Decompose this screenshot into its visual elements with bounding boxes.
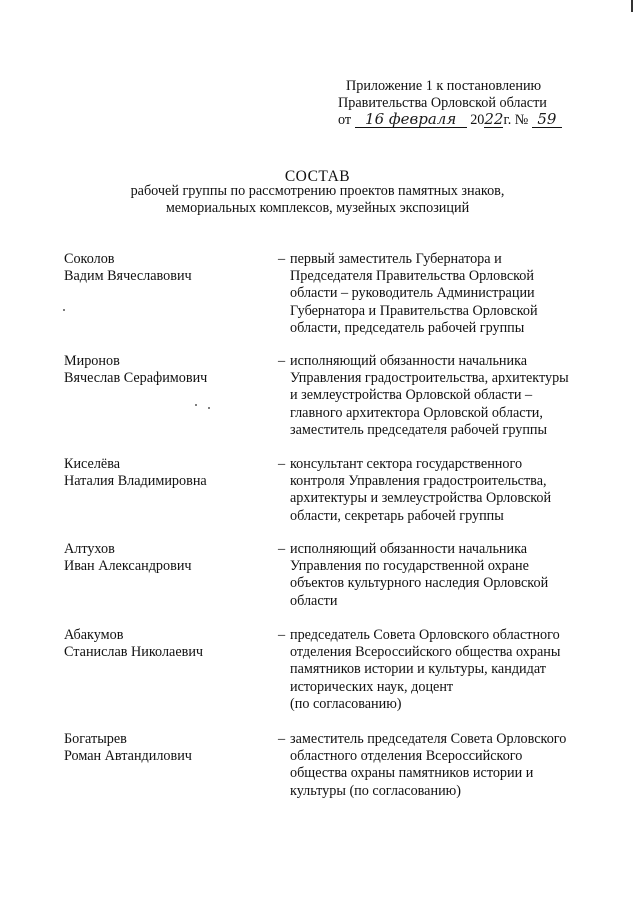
- member-dash: –: [278, 456, 286, 472]
- scan-speck: [208, 407, 210, 409]
- member-given-names: Вадим Вячеславович: [64, 268, 192, 285]
- subtitle-line-1: рабочей группы по рассмотрению проектов памятных знаков,: [130, 183, 505, 199]
- member-name: [64, 456, 264, 490]
- handwritten-number: 59: [532, 112, 562, 128]
- scan-mark: [631, 0, 633, 12]
- member-role: [290, 353, 590, 439]
- member-role: [290, 251, 590, 337]
- role-line: общества охраны памятников истории и: [290, 765, 534, 782]
- role-line: области: [290, 592, 338, 609]
- member-given-names: Станислав Николаевич: [64, 644, 204, 661]
- role-line: архитектуры и землеустройства Орловской: [290, 490, 552, 507]
- role-line: заместитель председателя рабочей группы: [290, 421, 548, 438]
- role-line: отделения Всероссийского общества охраны: [290, 644, 561, 661]
- scan-speck: [195, 404, 197, 406]
- scan-speck: [63, 309, 65, 311]
- member-role: [290, 456, 590, 525]
- appendix-line-2: Правительства Орловской области: [338, 95, 547, 111]
- year-suffix: г. №: [503, 112, 529, 128]
- member-given-names: Вячеслав Серафимович: [64, 370, 208, 387]
- member-surname: Соколов: [64, 251, 115, 267]
- member-role: [290, 541, 590, 610]
- member-name: [64, 251, 264, 285]
- role-line: главного архитектора Орловской области,: [290, 404, 543, 421]
- appendix-date-line: [338, 112, 598, 129]
- role-line: Управления по государственной охране: [290, 558, 529, 575]
- member-name: [64, 541, 264, 575]
- role-line: председатель Совета Орловского областного: [290, 627, 560, 643]
- role-line: контроля Управления градостроительства,: [290, 473, 547, 490]
- role-line: исполняющий обязанности начальника: [290, 541, 528, 557]
- role-line: Губернатора и Правительства Орловской: [290, 302, 538, 319]
- document-title: СОСТАВ: [284, 168, 351, 185]
- member-dash: –: [278, 541, 286, 557]
- role-line: Председателя Правительства Орловской: [290, 268, 534, 285]
- member-surname: Абакумов: [64, 627, 124, 643]
- member-given-names: Иван Александрович: [64, 558, 192, 575]
- member-dash: –: [278, 251, 286, 267]
- role-line: консультант сектора государственного: [290, 456, 523, 472]
- member-dash: –: [278, 731, 286, 747]
- member-dash: –: [278, 353, 286, 369]
- role-line: области – руководитель Администрации: [290, 285, 535, 302]
- member-given-names: Роман Автандилович: [64, 748, 192, 765]
- member-surname: Богатырев: [64, 731, 127, 747]
- document-subtitle: [0, 183, 635, 217]
- role-line: исполняющий обязанности начальника: [290, 353, 528, 369]
- member-surname: Миронов: [64, 353, 120, 369]
- appendix-header: [338, 78, 598, 129]
- role-line: и землеустройства Орловской области –: [290, 387, 533, 404]
- member-surname: Киселёва: [64, 456, 121, 472]
- role-line: (по согласованию): [290, 695, 402, 712]
- date-prefix: от: [338, 112, 352, 128]
- member-dash: –: [278, 627, 286, 643]
- role-line: Управления градостроительства, архитектуры: [290, 370, 569, 387]
- member-surname: Алтухов: [64, 541, 115, 557]
- role-line: областного отделения Всероссийского: [290, 748, 523, 765]
- appendix-line-1: Приложение 1 к постановлению: [346, 78, 542, 94]
- handwritten-date: 16 февраля: [355, 112, 467, 128]
- role-line: области, секретарь рабочей группы: [290, 507, 504, 524]
- year-print: 20: [470, 112, 485, 128]
- role-line: области, председатель рабочей группы: [290, 319, 525, 336]
- role-line: исторических наук, доцент: [290, 678, 454, 695]
- role-line: объектов культурного наследия Орловской: [290, 575, 549, 592]
- role-line: культуры (по согласованию): [290, 782, 461, 799]
- member-role: [290, 627, 590, 713]
- role-line: первый заместитель Губернатора и: [290, 251, 502, 267]
- member-given-names: Наталия Владимировна: [64, 473, 207, 490]
- role-line: заместитель председателя Совета Орловского: [290, 731, 567, 747]
- member-name: [64, 627, 264, 661]
- member-name: [64, 353, 264, 387]
- handwritten-year: 22: [484, 110, 504, 128]
- member-name: [64, 731, 264, 765]
- subtitle-line-2: мемориальных комплексов, музейных экспозиций: [165, 200, 470, 216]
- role-line: памятников истории и культуры, кандидат: [290, 661, 546, 678]
- member-role: [290, 731, 590, 800]
